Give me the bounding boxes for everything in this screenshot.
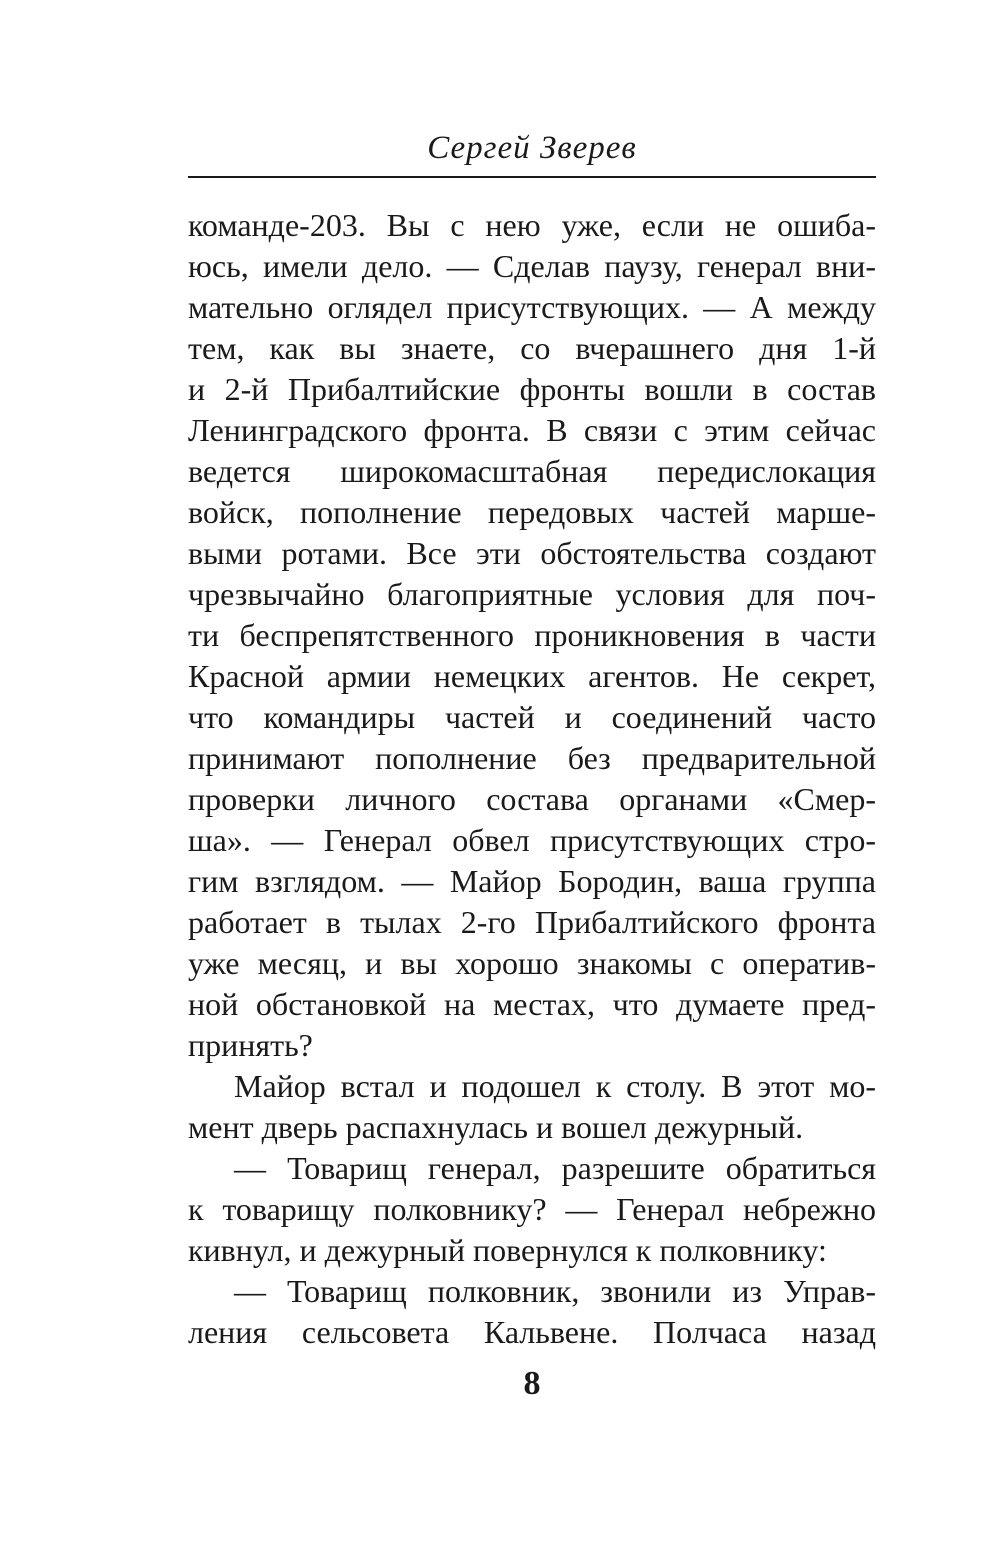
text-line: тем, как вы знаете, со вчерашнего дня 1-й bbox=[188, 330, 876, 366]
text-line: ления сельсовета Кальвене. Полчаса назад bbox=[188, 1314, 876, 1350]
text-line: уже месяц, и вы хорошо знакомы с оператив- bbox=[188, 945, 876, 981]
text-line: выми ротами. Все эти обстоятельства создают bbox=[188, 535, 876, 571]
text-line: ведется широкомасштабная передислокация bbox=[188, 453, 876, 489]
text-line: ша». — Генерал обвел присутствующих стро- bbox=[188, 822, 876, 858]
text-line: к товарищу полковнику? — Генерал небрежно bbox=[188, 1191, 876, 1227]
running-head-author: Сергей Зверев bbox=[427, 130, 637, 166]
text-line: работает в тылах 2-го Прибалтийского фронта bbox=[188, 904, 876, 940]
header-rule bbox=[188, 176, 876, 178]
text-line: юсь, имели дело. — Сделав паузу, генерал вни- bbox=[188, 248, 876, 284]
text-line: что командиры частей и соединений часто bbox=[188, 699, 876, 735]
text-line: войск, пополнение передовых частей марше- bbox=[188, 494, 876, 530]
text-line: команде-203. Вы с нею уже, если не ошиба- bbox=[188, 207, 876, 243]
text-line: мательно оглядел присутствующих. — А между bbox=[188, 289, 876, 325]
text-line: ти беспрепятственного проникновения в части bbox=[188, 617, 876, 653]
text-line: принимают пополнение без предварительной bbox=[188, 740, 876, 776]
text-line-paragraph-end: кивнул, и дежурный повернулся к полковнику: bbox=[188, 1232, 827, 1268]
text-line-paragraph-end: принять? bbox=[188, 1027, 313, 1063]
text-line: и 2-й Прибалтийские фронты вошли в состав bbox=[188, 371, 876, 407]
text-line: Ленинградского фронта. В связи с этим сейчас bbox=[188, 412, 876, 448]
text-line: чрезвычайно благоприятные условия для поч- bbox=[188, 576, 876, 612]
text-line: Красной армии немецких агентов. Не секрет, bbox=[188, 658, 876, 694]
text-line: ной обстановкой на местах, что думаете пред- bbox=[188, 986, 876, 1022]
text-line-paragraph-start: — Товарищ полковник, звонили из Управ- bbox=[234, 1273, 876, 1309]
text-line: проверки личного состава органами «Смер- bbox=[188, 781, 876, 817]
text-line: гим взглядом. — Майор Бородин, ваша группа bbox=[188, 863, 876, 899]
text-line-paragraph-start: — Товарищ генерал, разрешите обратиться bbox=[234, 1150, 876, 1186]
text-line-paragraph-end: мент дверь распахнулась и вошел дежурный. bbox=[188, 1109, 804, 1145]
body-text bbox=[188, 205, 876, 1353]
page-number: 8 bbox=[523, 1365, 541, 1402]
text-line-paragraph-start: Майор встал и подошел к столу. В этот мо- bbox=[234, 1068, 876, 1104]
